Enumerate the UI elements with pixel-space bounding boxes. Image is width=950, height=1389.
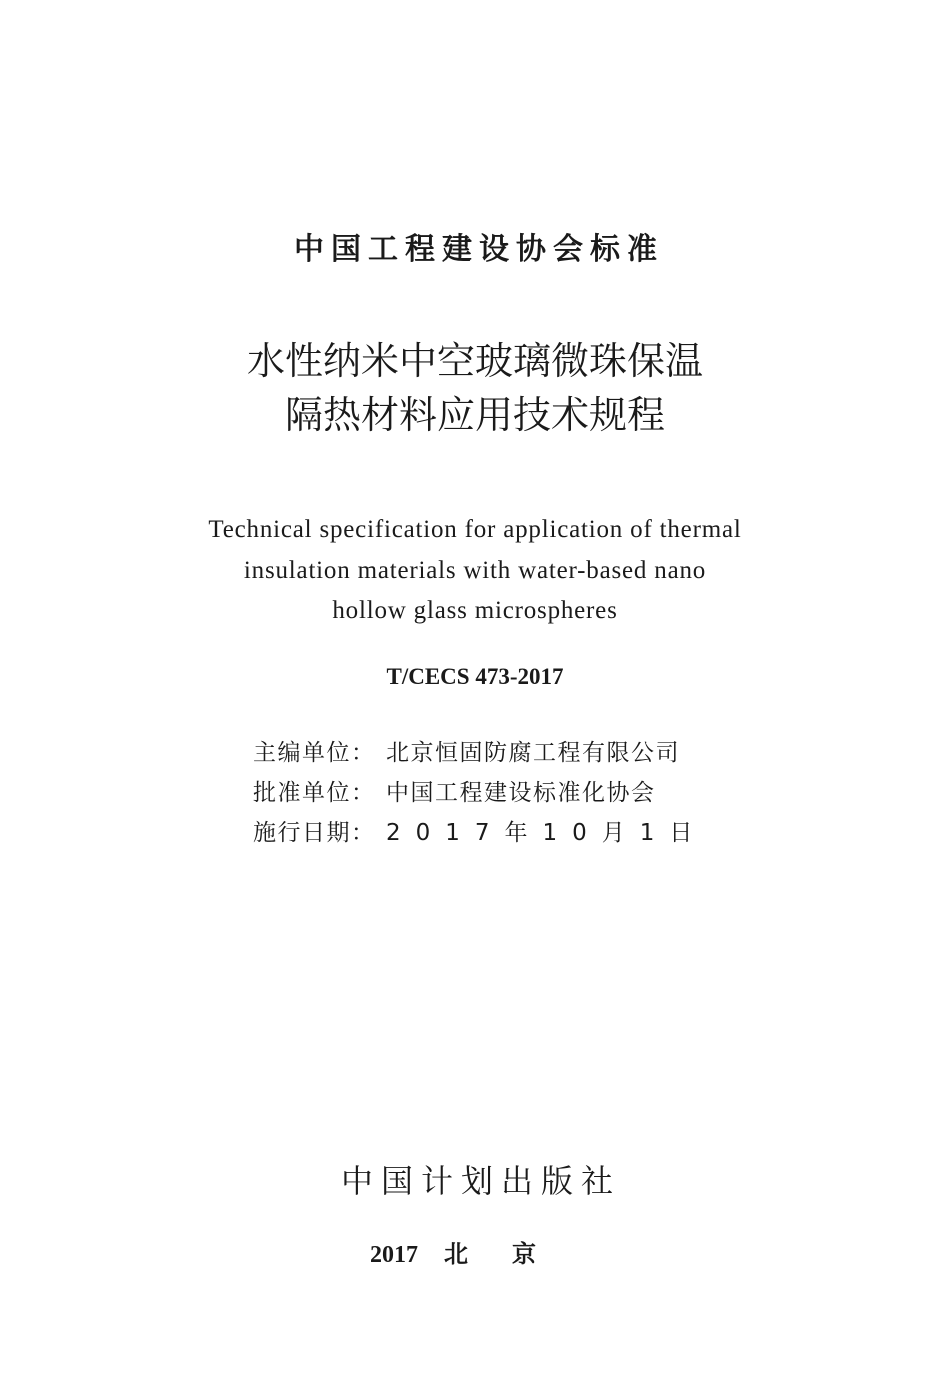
approver-row bbox=[253, 773, 707, 813]
approver-label: 批准单位： bbox=[253, 780, 376, 806]
effective-date-label: 施行日期： bbox=[253, 820, 376, 846]
editor-label: 主编单位： bbox=[253, 740, 376, 766]
info-block bbox=[253, 733, 707, 853]
chinese-title-line-2: 隔热材料应用技术规程 bbox=[284, 393, 665, 437]
approver-value: 中国工程建设标准化协会 bbox=[386, 780, 656, 806]
standard-code: T/CECS 473-2017 bbox=[386, 664, 564, 689]
english-title-line-2: insulation materials with water-based nano bbox=[243, 556, 707, 584]
effective-date-row bbox=[253, 813, 707, 853]
english-title-line-3: hollow glass microspheres bbox=[332, 597, 618, 624]
editor-row bbox=[253, 733, 707, 773]
chinese-title-line-1: 水性纳米中空玻璃微珠保温 bbox=[246, 339, 703, 383]
standard-organization: 中国工程建设协会标准 bbox=[294, 232, 664, 267]
chinese-title bbox=[0, 334, 950, 442]
editor-value: 北京恒固防腐工程有限公司 bbox=[386, 740, 680, 766]
publication-city: 北京 bbox=[444, 1240, 580, 1268]
publication-year: 2017 bbox=[370, 1242, 418, 1268]
publication-line bbox=[0, 1234, 950, 1269]
english-title-line-1: Technical specification for application of thermal bbox=[208, 516, 742, 543]
english-title bbox=[0, 510, 950, 632]
effective-date-value: 2017年10月1日 bbox=[386, 820, 708, 846]
publisher: 中国计划出版社 bbox=[340, 1162, 621, 1200]
